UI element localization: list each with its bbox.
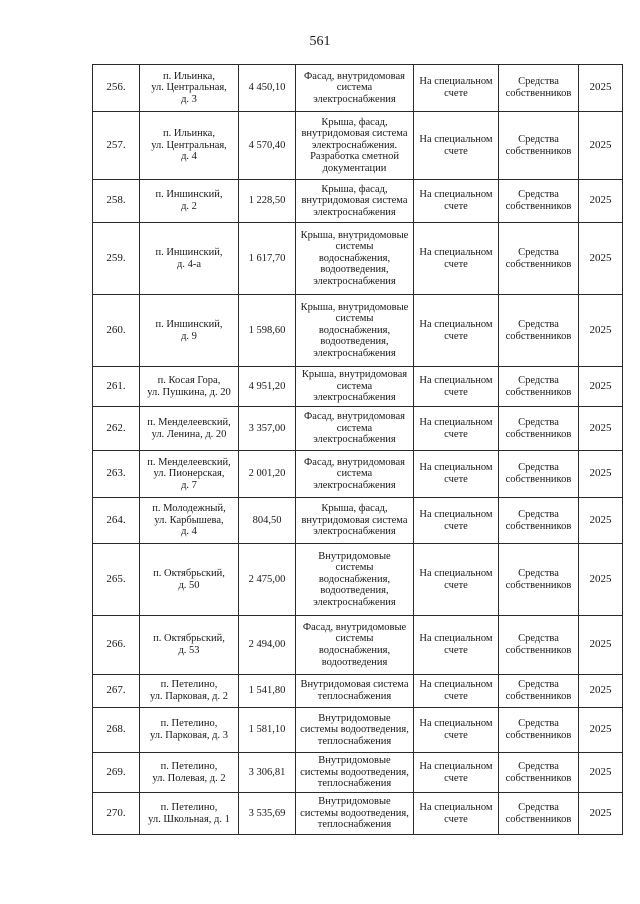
- table-row: [93, 295, 623, 367]
- address-cell: п. Октябрьский, д. 50: [140, 544, 239, 616]
- funding-source-cell: Средства собственников: [499, 498, 579, 544]
- works-cell: Фасад, внутридомовые системы водоснабжения, водоотведения: [296, 616, 414, 675]
- row-number-cell: 268.: [93, 708, 140, 753]
- address-cell: п. Петелино, ул. Парковая, д. 3: [140, 708, 239, 753]
- row-number-cell: 262.: [93, 407, 140, 451]
- funding-source-cell: Средства собственников: [499, 295, 579, 367]
- area-cell: 1 581,10: [239, 708, 296, 753]
- funding-source-cell: Средства собственников: [499, 616, 579, 675]
- area-cell: 3 357,00: [239, 407, 296, 451]
- account-cell: На специальном счете: [414, 451, 499, 498]
- funding-source-cell: Средства собственников: [499, 753, 579, 793]
- funding-source-cell: Средства собственников: [499, 180, 579, 223]
- table-row: [93, 112, 623, 180]
- account-cell: На специальном счете: [414, 180, 499, 223]
- works-cell: Внутридомовые системы водоснабжения, водоотведения, электроснабжения: [296, 544, 414, 616]
- account-cell: На специальном счете: [414, 544, 499, 616]
- row-number-cell: 261.: [93, 367, 140, 407]
- account-cell: На специальном счете: [414, 498, 499, 544]
- works-cell: Внутридомовая система теплоснабжения: [296, 675, 414, 708]
- address-cell: п. Косая Гора, ул. Пушкина, д. 20: [140, 367, 239, 407]
- address-cell: п. Петелино, ул. Парковая, д. 2: [140, 675, 239, 708]
- row-number-cell: 256.: [93, 65, 140, 112]
- account-cell: На специальном счете: [414, 793, 499, 835]
- address-cell: п. Менделеевский, ул. Пионерская, д. 7: [140, 451, 239, 498]
- table-row: [93, 451, 623, 498]
- table-row: [93, 65, 623, 112]
- row-number-cell: 257.: [93, 112, 140, 180]
- address-cell: п. Иншинский, д. 4-а: [140, 223, 239, 295]
- works-cell: Фасад, внутридомовая система электроснабжения: [296, 65, 414, 112]
- year-cell: 2025: [579, 295, 623, 367]
- account-cell: На специальном счете: [414, 708, 499, 753]
- row-number-cell: 266.: [93, 616, 140, 675]
- table-row: [93, 180, 623, 223]
- works-cell: Крыша, фасад, внутридомовая система электроснабжения. Разработка сметной документации: [296, 112, 414, 180]
- year-cell: 2025: [579, 753, 623, 793]
- address-cell: п. Иншинский, д. 9: [140, 295, 239, 367]
- address-cell: п. Ильинка, ул. Центральная, д. 4: [140, 112, 239, 180]
- row-number-cell: 267.: [93, 675, 140, 708]
- address-cell: п. Молодежный, ул. Карбышева, д. 4: [140, 498, 239, 544]
- area-cell: 2 001,20: [239, 451, 296, 498]
- funding-source-cell: Средства собственников: [499, 223, 579, 295]
- account-cell: На специальном счете: [414, 112, 499, 180]
- table-row: [93, 708, 623, 753]
- area-cell: 1 598,60: [239, 295, 296, 367]
- year-cell: 2025: [579, 675, 623, 708]
- works-cell: Крыша, внутридомовые системы водоснабжения, водоотведения, электроснабжения: [296, 295, 414, 367]
- table-row: [93, 544, 623, 616]
- area-cell: 1 541,80: [239, 675, 296, 708]
- works-cell: Крыша, фасад, внутридомовая система электроснабжения: [296, 498, 414, 544]
- funding-source-cell: Средства собственников: [499, 367, 579, 407]
- year-cell: 2025: [579, 180, 623, 223]
- table-row: [93, 675, 623, 708]
- works-cell: Внутридомовые системы водоотведения, теплоснабжения: [296, 708, 414, 753]
- year-cell: 2025: [579, 407, 623, 451]
- table-body: [93, 65, 623, 835]
- works-cell: Внутридомовые системы водоотведения, теплоснабжения: [296, 753, 414, 793]
- area-cell: 3 306,81: [239, 753, 296, 793]
- account-cell: На специальном счете: [414, 223, 499, 295]
- account-cell: На специальном счете: [414, 367, 499, 407]
- works-cell: Крыша, внутридомовые системы водоснабжения, водоотведения, электроснабжения: [296, 223, 414, 295]
- works-cell: Фасад, внутридомовая система электроснабжения: [296, 451, 414, 498]
- account-cell: На специальном счете: [414, 753, 499, 793]
- account-cell: На специальном счете: [414, 407, 499, 451]
- account-cell: На специальном счете: [414, 295, 499, 367]
- area-cell: 804,50: [239, 498, 296, 544]
- account-cell: На специальном счете: [414, 65, 499, 112]
- table-row: [93, 616, 623, 675]
- address-cell: п. Петелино, ул. Школьная, д. 1: [140, 793, 239, 835]
- works-cell: Фасад, внутридомовая система электроснабжения: [296, 407, 414, 451]
- funding-source-cell: Средства собственников: [499, 708, 579, 753]
- area-cell: 1 617,70: [239, 223, 296, 295]
- funding-source-cell: Средства собственников: [499, 451, 579, 498]
- row-number-cell: 263.: [93, 451, 140, 498]
- year-cell: 2025: [579, 793, 623, 835]
- address-cell: п. Менделеевский, ул. Ленина, д. 20: [140, 407, 239, 451]
- page-number: 561: [309, 34, 331, 49]
- funding-source-cell: Средства собственников: [499, 407, 579, 451]
- area-cell: 3 535,69: [239, 793, 296, 835]
- address-cell: п. Петелино, ул. Полевая, д. 2: [140, 753, 239, 793]
- works-cell: Внутридомовые системы водоотведения, теплоснабжения: [296, 793, 414, 835]
- table-row: [93, 498, 623, 544]
- address-cell: п. Октябрьский, д. 53: [140, 616, 239, 675]
- account-cell: На специальном счете: [414, 675, 499, 708]
- address-cell: п. Иншинский, д. 2: [140, 180, 239, 223]
- funding-source-cell: Средства собственников: [499, 793, 579, 835]
- area-cell: 4 951,20: [239, 367, 296, 407]
- table-row: [93, 223, 623, 295]
- table-row: [93, 407, 623, 451]
- capital-repair-table: [92, 64, 623, 835]
- year-cell: 2025: [579, 498, 623, 544]
- funding-source-cell: Средства собственников: [499, 65, 579, 112]
- area-cell: 2 494,00: [239, 616, 296, 675]
- area-cell: 4 450,10: [239, 65, 296, 112]
- funding-source-cell: Средства собственников: [499, 112, 579, 180]
- row-number-cell: 270.: [93, 793, 140, 835]
- year-cell: 2025: [579, 367, 623, 407]
- row-number-cell: 259.: [93, 223, 140, 295]
- row-number-cell: 269.: [93, 753, 140, 793]
- table-row: [93, 753, 623, 793]
- works-cell: Крыша, фасад, внутридомовая система электроснабжения: [296, 180, 414, 223]
- year-cell: 2025: [579, 223, 623, 295]
- funding-source-cell: Средства собственников: [499, 544, 579, 616]
- works-cell: Крыша, внутридомовая система электроснабжения: [296, 367, 414, 407]
- row-number-cell: 260.: [93, 295, 140, 367]
- year-cell: 2025: [579, 708, 623, 753]
- year-cell: 2025: [579, 616, 623, 675]
- funding-source-cell: Средства собственников: [499, 675, 579, 708]
- area-cell: 1 228,50: [239, 180, 296, 223]
- table-row: [93, 793, 623, 835]
- year-cell: 2025: [579, 112, 623, 180]
- year-cell: 2025: [579, 451, 623, 498]
- row-number-cell: 264.: [93, 498, 140, 544]
- address-cell: п. Ильинка, ул. Центральная, д. 3: [140, 65, 239, 112]
- row-number-cell: 265.: [93, 544, 140, 616]
- year-cell: 2025: [579, 544, 623, 616]
- area-cell: 4 570,40: [239, 112, 296, 180]
- table-row: [93, 367, 623, 407]
- year-cell: 2025: [579, 65, 623, 112]
- account-cell: На специальном счете: [414, 616, 499, 675]
- area-cell: 2 475,00: [239, 544, 296, 616]
- row-number-cell: 258.: [93, 180, 140, 223]
